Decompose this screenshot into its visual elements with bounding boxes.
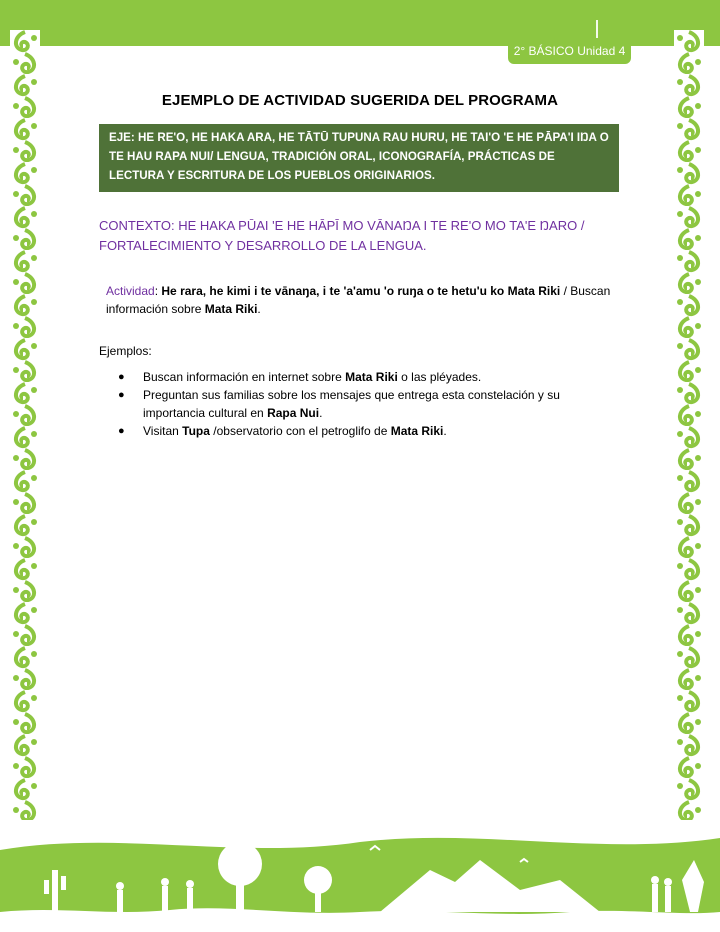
item-text: Visitan <box>143 424 183 438</box>
item-text: Preguntan sus familias sobre los mensajes que entrega esta constelación y su importancia cultural en <box>143 388 560 420</box>
actividad-separator: / Buscan información sobre <box>106 284 611 316</box>
eje-text: EJE: HE RE'O, HE HAKA ARA, HE TĀTŪ TUPUNA RAU HURU, HE TAI'O 'E HE PĀPA'I IŊA O TE HAU RAPA NUI/ LENGUA, TRADICIÓN ORAL, ICONOGRAFÍA, PRÁCTICAS DE LECTURA Y ESCRITURA DE LOS PUEBLOS ORIGINARIOS. <box>109 131 609 182</box>
item-text: Buscan información en internet sobre <box>143 370 346 384</box>
actividad-subject: Mata Riki <box>204 302 258 316</box>
right-pattern-icon <box>674 30 704 820</box>
actividad-rapanui-text: He rara, he kimi i te vānaŋa, i te 'a'amu 'o ruŋa o te hetu'u ko Mata Riki <box>161 284 561 298</box>
bullet-icon: ● <box>118 371 125 383</box>
page-title: EJEMPLO DE ACTIVIDAD SUGERIDA DEL PROGRAMA <box>161 92 559 109</box>
bottom-landscape-illustration <box>0 820 720 932</box>
list-item <box>118 368 623 386</box>
list-item <box>118 386 623 422</box>
left-pattern-icon <box>10 30 40 820</box>
right-decorative-border <box>674 30 704 820</box>
contexto-heading <box>99 216 599 256</box>
item-bold: Rapa Nui <box>267 406 320 420</box>
actividad-label: Actividad <box>106 284 155 298</box>
contexto-text: CONTEXTO: HE HAKA PŪAI 'E HE HĀPĪ MO VĀNAŊA I TE RE'O MO TA'E ŊARO / FORTALECIMIENTO Y DESARROLLO DE LA LENGUA. <box>99 218 585 253</box>
item-bold: Mata Riki <box>345 370 398 384</box>
item-bold: Tupa <box>182 424 210 438</box>
examples-list <box>118 368 623 440</box>
item-text: o las pléyades. <box>397 370 482 384</box>
item-bold: Mata Riki <box>390 424 444 438</box>
landscape-icon <box>0 820 720 932</box>
ejemplos-label: Ejemplos: <box>99 344 152 358</box>
eje-box <box>99 124 619 192</box>
actividad-colon: : <box>154 284 159 298</box>
item-text: . <box>319 406 323 420</box>
bullet-icon: ● <box>118 425 125 437</box>
bullet-icon: ● <box>118 389 125 401</box>
item-text: . <box>443 424 447 438</box>
item-text: /observatorio con el petroglifo de <box>209 424 391 438</box>
grade-unit-tab: 2° BÁSICO Unidad 4 <box>508 38 631 64</box>
actividad-end: . <box>257 302 261 316</box>
list-item <box>118 422 623 440</box>
left-decorative-border <box>10 30 40 820</box>
actividad-paragraph <box>106 282 626 318</box>
